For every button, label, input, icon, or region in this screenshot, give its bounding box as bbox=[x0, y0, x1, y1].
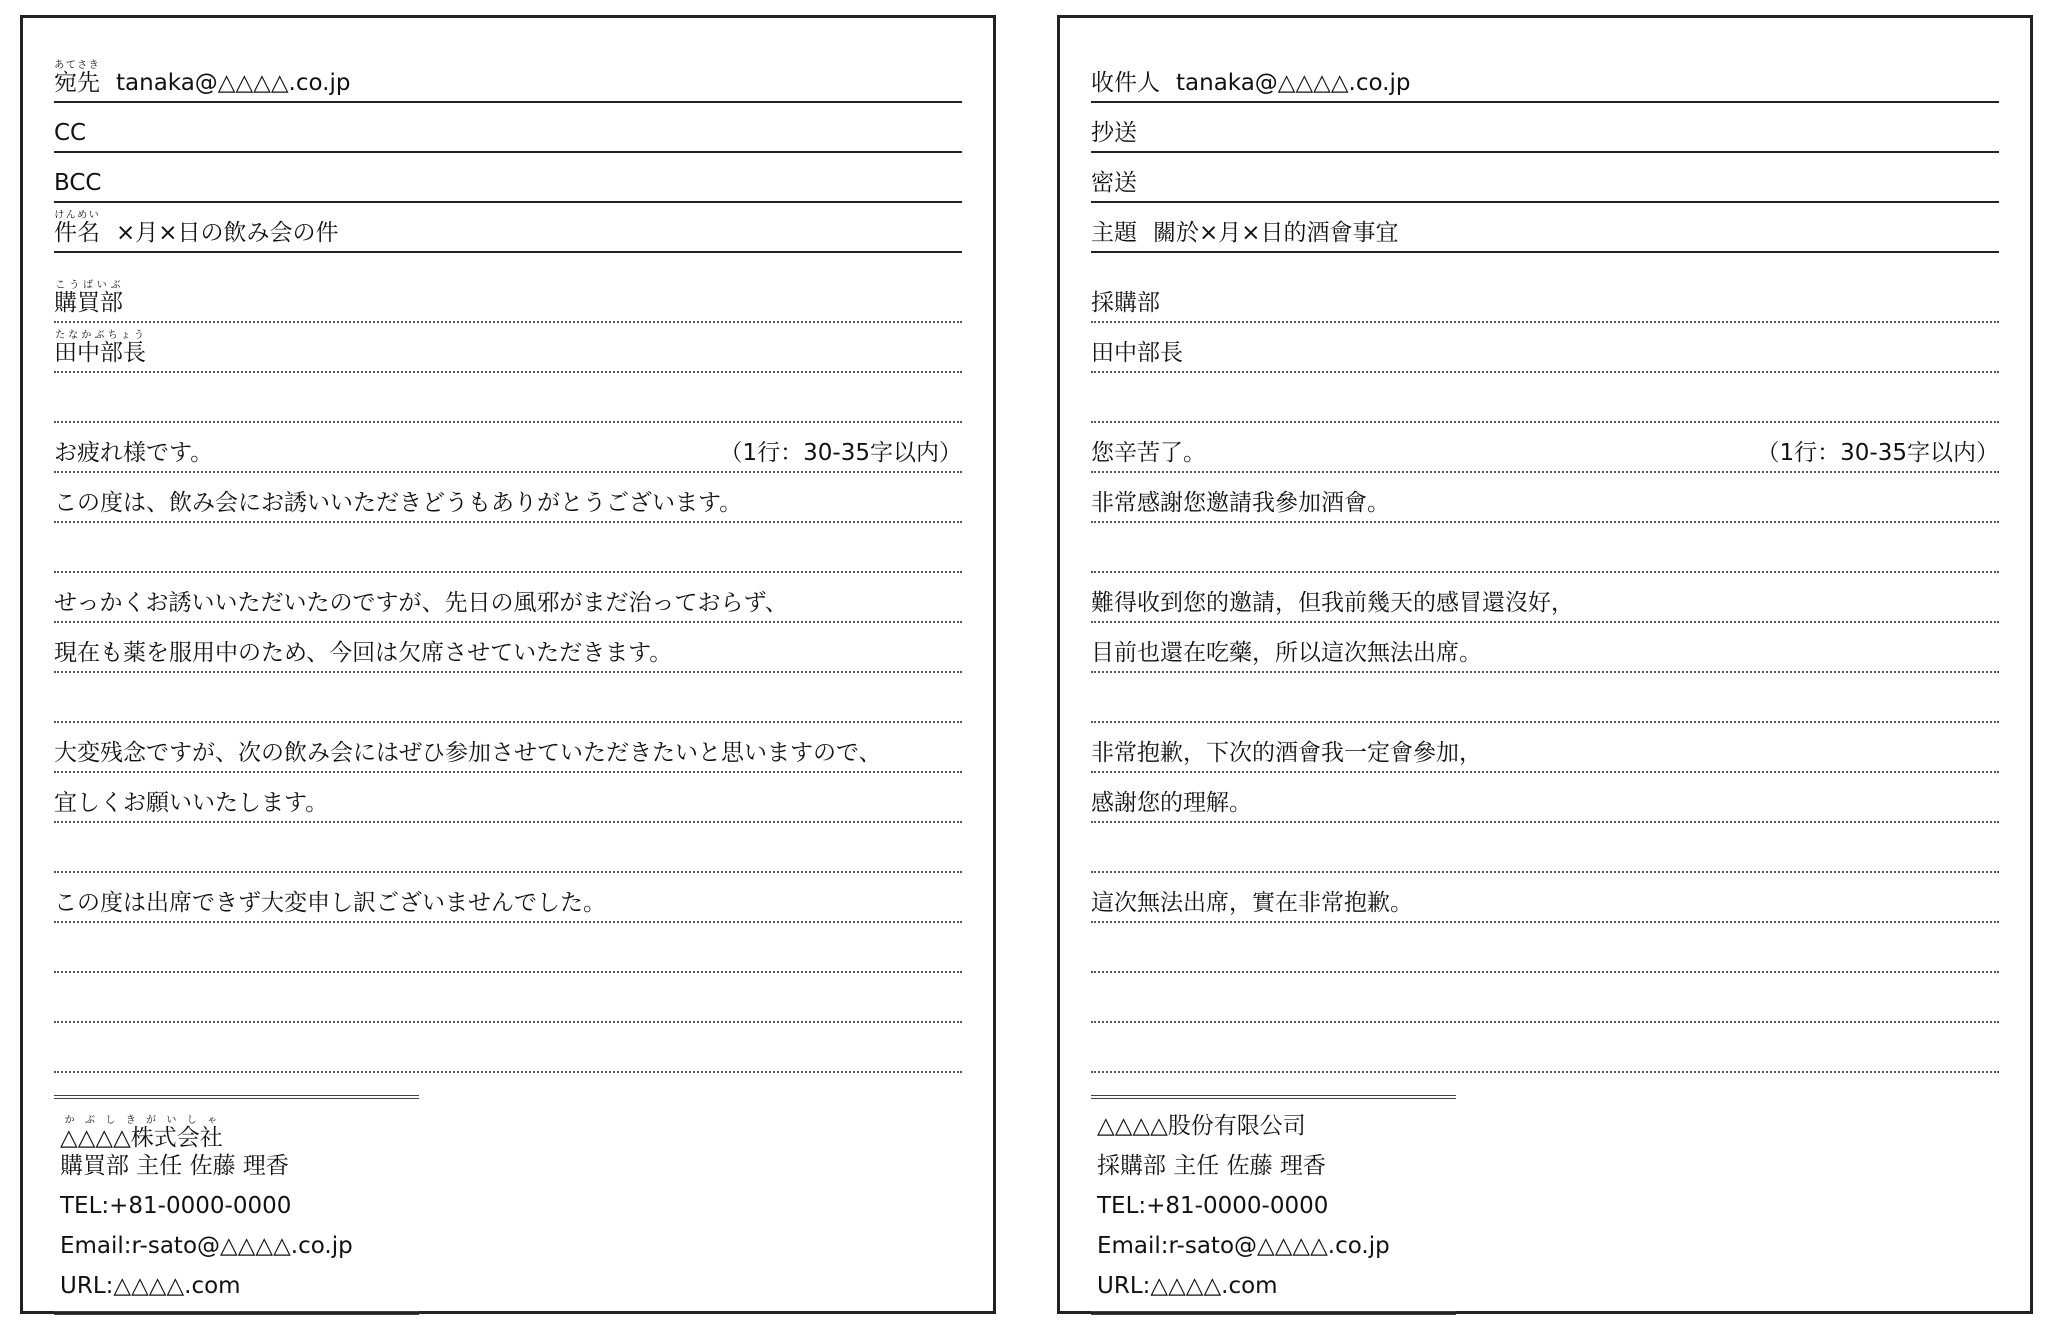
body-line bbox=[54, 473, 962, 523]
greeting: お疲れ様です。 bbox=[54, 440, 214, 466]
body-line bbox=[1091, 323, 1999, 373]
body-line bbox=[54, 273, 962, 323]
chinese-email-sheet bbox=[1057, 15, 2033, 1314]
cc-field[interactable] bbox=[54, 103, 962, 153]
line-limit-note: （1行：30-35字以内） bbox=[1756, 440, 1999, 466]
body-line-blank bbox=[1091, 923, 1999, 973]
signature-block bbox=[1091, 1095, 1456, 1315]
to-field[interactable] bbox=[54, 53, 962, 103]
subject-label: 主題 bbox=[1091, 220, 1137, 246]
cc-label: CC bbox=[54, 120, 87, 146]
japanese-email-sheet bbox=[20, 15, 996, 1314]
body-line bbox=[1091, 773, 1999, 823]
body-line bbox=[54, 723, 962, 773]
body-line bbox=[1091, 623, 1999, 673]
bcc-label: 密送 bbox=[1091, 170, 1137, 196]
to-label: 收件人 bbox=[1091, 70, 1160, 96]
signature-block bbox=[54, 1095, 419, 1315]
para2-line2: 現在も薬を服用中のため、今回は欠席させていただきます。 bbox=[54, 640, 673, 666]
body-line-blank bbox=[1091, 1023, 1999, 1073]
body-line bbox=[54, 423, 962, 473]
body-line-blank bbox=[54, 373, 962, 423]
para3-line2: 感謝您的理解。 bbox=[1091, 790, 1252, 816]
line-limit-note: （1行：30-35字以内） bbox=[719, 440, 962, 466]
body-line bbox=[1091, 723, 1999, 773]
signature-url: URL:△△△△.com bbox=[1097, 1273, 1278, 1299]
greeting: 您辛苦了。 bbox=[1091, 440, 1206, 466]
signature-url: URL:△△△△.com bbox=[60, 1273, 241, 1299]
subject-value: ×月×日の飲み会の件 bbox=[116, 220, 339, 246]
body-line bbox=[1091, 573, 1999, 623]
signature-company: △△△△株式会社かぶしきがいしゃ bbox=[60, 1115, 223, 1151]
para1: この度は、飲み会にお誘いいただきどうもありがとうございます。 bbox=[54, 490, 743, 516]
bcc-label: BCC bbox=[54, 170, 102, 196]
subject-value: 關於×月×日的酒會事宜 bbox=[1153, 220, 1399, 246]
subject-label: 件名けんめい bbox=[54, 210, 100, 246]
to-value: tanaka@△△△△.co.jp bbox=[116, 70, 351, 96]
to-label: 宛先あてさき bbox=[54, 60, 100, 96]
body-line bbox=[54, 873, 962, 923]
addressee-dept: 採購部 bbox=[1091, 290, 1160, 316]
body-line bbox=[1091, 873, 1999, 923]
signature-tel: TEL:+81-0000-0000 bbox=[1097, 1193, 1329, 1219]
cc-field[interactable] bbox=[1091, 103, 1999, 153]
addressee-name: 田中部長 bbox=[1091, 340, 1183, 366]
bcc-field[interactable] bbox=[1091, 153, 1999, 203]
body-line bbox=[1091, 273, 1999, 323]
body-line-blank bbox=[54, 923, 962, 973]
signature-tel: TEL:+81-0000-0000 bbox=[60, 1193, 292, 1219]
para2-line2: 目前也還在吃藥，所以這次無法出席。 bbox=[1091, 640, 1482, 666]
para3-line1: 大変残念ですが、次の飲み会にはぜひ参加させていただきたいと思いますので、 bbox=[54, 740, 882, 766]
body-line bbox=[54, 323, 962, 373]
subject-field[interactable] bbox=[1091, 203, 1999, 253]
para2-line1: 難得收到您的邀請，但我前幾天的感冒還沒好， bbox=[1091, 590, 1574, 616]
subject-field[interactable] bbox=[54, 203, 962, 253]
to-field[interactable] bbox=[1091, 53, 1999, 103]
bcc-field[interactable] bbox=[54, 153, 962, 203]
addressee-name: 田中部長たなかぶちょう bbox=[54, 330, 146, 366]
signature-title: 採購部 主任 佐藤 理香 bbox=[1097, 1153, 1326, 1179]
para3-line2: 宜しくお願いいたします。 bbox=[54, 790, 329, 816]
signature-title: 購買部 主任 佐藤 理香 bbox=[60, 1153, 289, 1179]
addressee-dept: 購買部こうばいぶ bbox=[54, 280, 123, 316]
body-line-blank bbox=[54, 523, 962, 573]
para2-line1: せっかくお誘いいただいたのですが、先日の風邪がまだ治っておらず、 bbox=[54, 590, 788, 616]
body-line-blank bbox=[1091, 523, 1999, 573]
body-line-blank bbox=[54, 1023, 962, 1073]
body-line-blank bbox=[54, 673, 962, 723]
body-line bbox=[1091, 473, 1999, 523]
signature-email: Email:r-sato@△△△△.co.jp bbox=[1097, 1233, 1390, 1259]
signature-email: Email:r-sato@△△△△.co.jp bbox=[60, 1233, 353, 1259]
body-line-blank bbox=[1091, 373, 1999, 423]
body-line bbox=[54, 573, 962, 623]
para3-line1: 非常抱歉，下次的酒會我一定會參加， bbox=[1091, 740, 1482, 766]
para4: この度は出席できず大変申し訳ございませんでした。 bbox=[54, 890, 606, 916]
body-line bbox=[54, 623, 962, 673]
body-line bbox=[54, 773, 962, 823]
signature-company: △△△△股份有限公司 bbox=[1097, 1113, 1306, 1139]
body-line-blank bbox=[1091, 973, 1999, 1023]
to-value: tanaka@△△△△.co.jp bbox=[1176, 70, 1411, 96]
body-line-blank bbox=[1091, 673, 1999, 723]
body-line-blank bbox=[54, 823, 962, 873]
cc-label: 抄送 bbox=[1091, 120, 1137, 146]
body-line bbox=[1091, 423, 1999, 473]
para4: 這次無法出席，實在非常抱歉。 bbox=[1091, 890, 1413, 916]
para1: 非常感謝您邀請我參加酒會。 bbox=[1091, 490, 1390, 516]
body-line-blank bbox=[1091, 823, 1999, 873]
body-line-blank bbox=[54, 973, 962, 1023]
